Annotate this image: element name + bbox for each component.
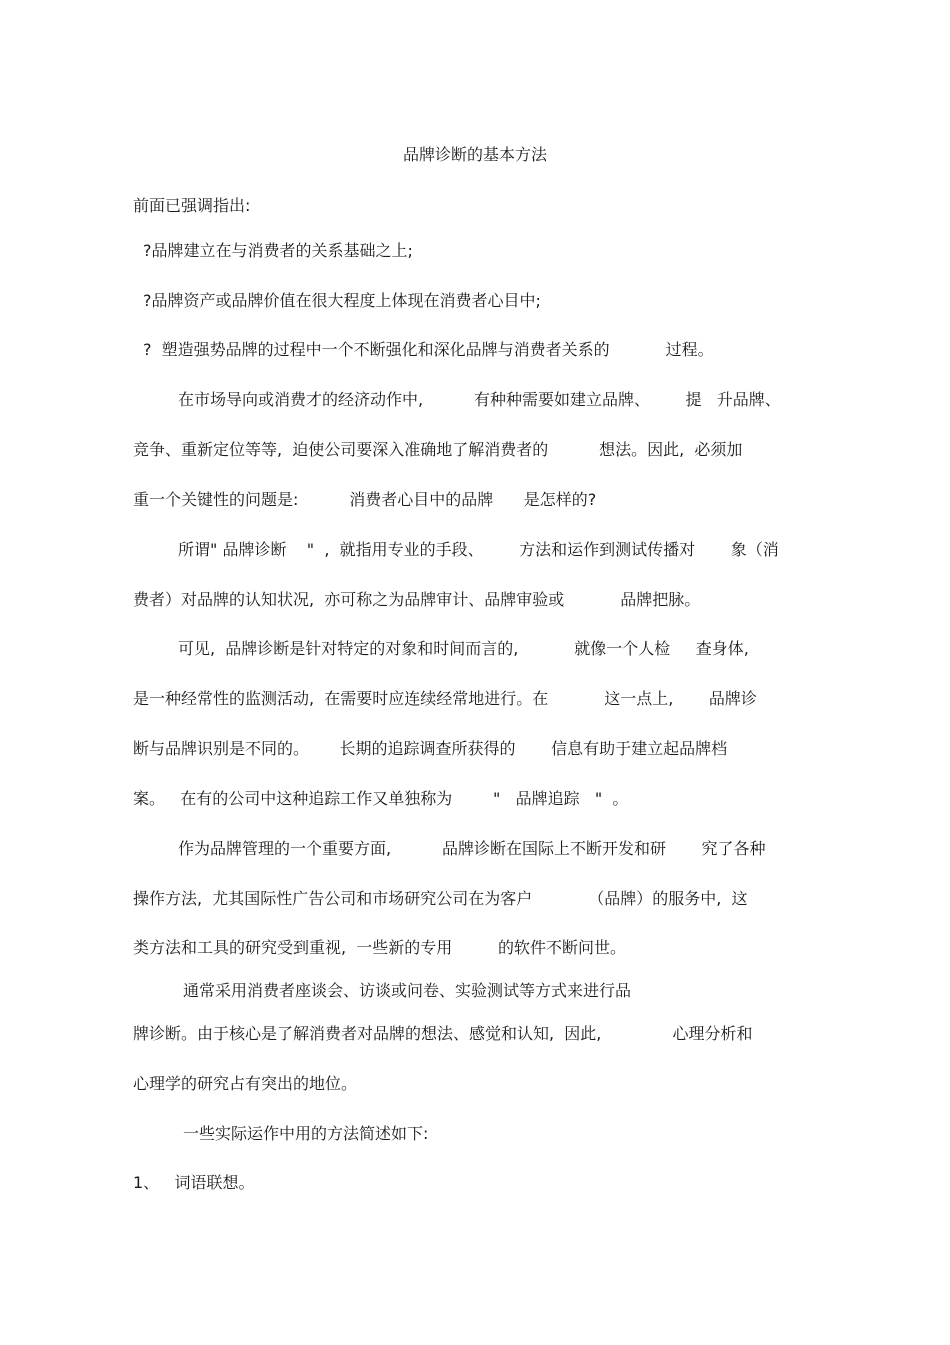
paragraph-line: 心理学的研究占有突出的地位。 (133, 1074, 358, 1093)
numbered-heading: 1、 词语联想。 (133, 1173, 255, 1192)
paragraph-line: 重一个关键性的问题是: 消费者心目中的品牌 是怎样的? (133, 490, 597, 509)
paragraph-line: 一些实际运作中用的方法简述如下: (183, 1124, 429, 1143)
paragraph-line: 操作方法, 尤其国际性广告公司和市场研究公司在为客户 （品牌）的服务中, 这 (133, 889, 748, 908)
bullet-point-1: ?品牌建立在与消费者的关系基础之上; (143, 241, 413, 260)
intro-line: 前面已强调指出: (133, 196, 251, 215)
paragraph-line: 作为品牌管理的一个重要方面, 品牌诊断在国际上不断开发和研 究了各种 (178, 839, 766, 858)
paragraph-line: 是一种经常性的监测活动, 在需要时应连续经常地进行。在 这一点上, 品牌诊 (133, 689, 757, 708)
paragraph-line: 断与品牌识别是不同的。 长期的追踪调查所获得的 信息有助于建立起品牌档 (133, 739, 728, 758)
paragraph-line: 可见, 品牌诊断是针对特定的对象和时间而言的, 就像一个人检 查身体, (178, 639, 749, 658)
paragraph-line: 通常采用消费者座谈会、访谈或问卷、实验测试等方式来进行品 (183, 981, 632, 1000)
paragraph-line: 竞争、重新定位等等, 迫使公司要深入准确地了解消费者的 想法。因此, 必须加 (133, 440, 743, 459)
document-title: 品牌诊断的基本方法 (402, 145, 547, 164)
bullet-point-3: ? 塑造强势品牌的过程中一个不断强化和深化品牌与消费者关系的 过程。 (143, 340, 714, 359)
paragraph-line: 类方法和工具的研究受到重视, 一些新的专用 的软件不断问世。 (133, 938, 627, 957)
paragraph-line: 费者）对品牌的认知状况, 亦可称之为品牌审计、品牌审验或 品牌把脉。 (133, 590, 701, 609)
bullet-point-2: ?品牌资产或品牌价值在很大程度上体现在消费者心目中; (143, 291, 541, 310)
paragraph-line: 所谓" 品牌诊断 " , 就指用专业的手段、 方法和运作到测试传播对 象（消 (178, 540, 779, 559)
paragraph-line: 牌诊断。由于核心是了解消费者对品牌的想法、感觉和认知, 因此, 心理分析和 (133, 1024, 753, 1043)
paragraph-line: 在市场导向或消费才的经济动作中, 有种种需要如建立品牌、 提 升品牌、 (178, 390, 781, 409)
paragraph-line: 案。 在有的公司中这种追踪工作又单独称为 " 品牌追踪 " 。 (133, 789, 629, 808)
